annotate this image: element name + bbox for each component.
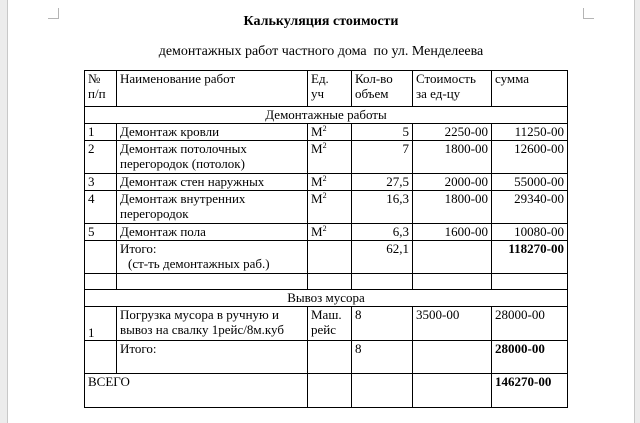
subtotal-label: Итого: (ст-ть демонтажных раб.) — [117, 241, 308, 274]
table-header-row — [85, 71, 568, 107]
row-qty: 16,3 — [352, 191, 413, 224]
row-unit: $М^2$ — [308, 174, 352, 191]
row-qty: 7 — [352, 141, 413, 174]
grand-total-label: ВСЕГО — [85, 374, 308, 408]
subtotal-row — [85, 241, 568, 274]
header-qty: Кол-во объем — [352, 71, 413, 107]
empty-row — [85, 274, 568, 290]
row-sum: 28000-00 — [492, 307, 568, 341]
row-num: 5 — [85, 224, 117, 241]
table-row — [85, 124, 568, 141]
subtotal-qty: 62,1 — [352, 241, 413, 274]
table-row — [85, 307, 568, 341]
row-qty: 8 — [352, 307, 413, 341]
table-row — [85, 174, 568, 191]
header-name: Наименование работ — [117, 71, 308, 107]
table-row — [85, 224, 568, 241]
row-qty: 5 — [352, 124, 413, 141]
row-name: Демонтаж стен наружных — [117, 174, 308, 191]
subtotal-row — [85, 341, 568, 374]
header-unit: Ед. уч — [308, 71, 352, 107]
subtotal-label: Итого: — [117, 341, 308, 374]
header-num: № п/п — [85, 71, 117, 107]
row-num: 1 — [85, 124, 117, 141]
row-qty: 27,5 — [352, 174, 413, 191]
document-subtitle: демонтажных работ частного дома по ул. Менделеева — [158, 44, 484, 59]
subtotal-qty: 8 — [352, 341, 413, 374]
row-unit: $М^2$ — [308, 124, 352, 141]
row-qty: 6,3 — [352, 224, 413, 241]
row-sum: 29340-00 — [492, 191, 568, 224]
row-sum: 11250-00 — [492, 124, 568, 141]
document-page — [7, 0, 635, 423]
row-num: 2 — [85, 141, 117, 174]
row-sum: 55000-00 — [492, 174, 568, 191]
row-name: Демонтаж потолочных перегородок (потолок) — [117, 141, 308, 174]
header-cost: Стоимость за ед-цу — [413, 71, 492, 107]
subtotal-sum: 118270-00 — [492, 241, 568, 274]
subtotal-sum: 28000-00 — [492, 341, 568, 374]
row-cost: 1800-00 — [413, 141, 492, 174]
section-title-debris: Вывоз мусора — [85, 290, 568, 307]
cost-table — [84, 70, 568, 408]
row-unit: $М^2$ — [308, 191, 352, 224]
section-title-demolition: Демонтажные работы — [85, 107, 568, 124]
row-name: Демонтаж внутренних перегородок — [117, 191, 308, 224]
section-heading-row — [85, 107, 568, 124]
grand-total-sum: 146270-00 — [492, 374, 568, 408]
row-cost: 2000-00 — [413, 174, 492, 191]
row-name: Демонтаж кровли — [117, 124, 308, 141]
row-cost: 1600-00 — [413, 224, 492, 241]
row-sum: 12600-00 — [492, 141, 568, 174]
row-unit: Маш. рейс — [308, 307, 352, 341]
row-num: 3 — [85, 174, 117, 191]
section-heading-row — [85, 290, 568, 307]
row-cost: 1800-00 — [413, 191, 492, 224]
row-unit: $М^2$ — [308, 141, 352, 174]
row-name: Демонтаж пола — [117, 224, 308, 241]
document-title: Калькуляция стоимости — [243, 14, 399, 29]
row-sum: 10080-00 — [492, 224, 568, 241]
header-sum: сумма — [492, 71, 568, 107]
row-name: Погрузка мусора в ручную и вывоз на свалку 1рейс/8м.куб — [117, 307, 308, 341]
grand-total-row — [85, 374, 568, 408]
row-cost: 2250-00 — [413, 124, 492, 141]
row-num: 1 — [85, 307, 117, 341]
row-cost: 3500-00 — [413, 307, 492, 341]
row-unit: $М^2$ — [308, 224, 352, 241]
table-row — [85, 141, 568, 174]
row-num: 4 — [85, 191, 117, 224]
table-row — [85, 191, 568, 224]
